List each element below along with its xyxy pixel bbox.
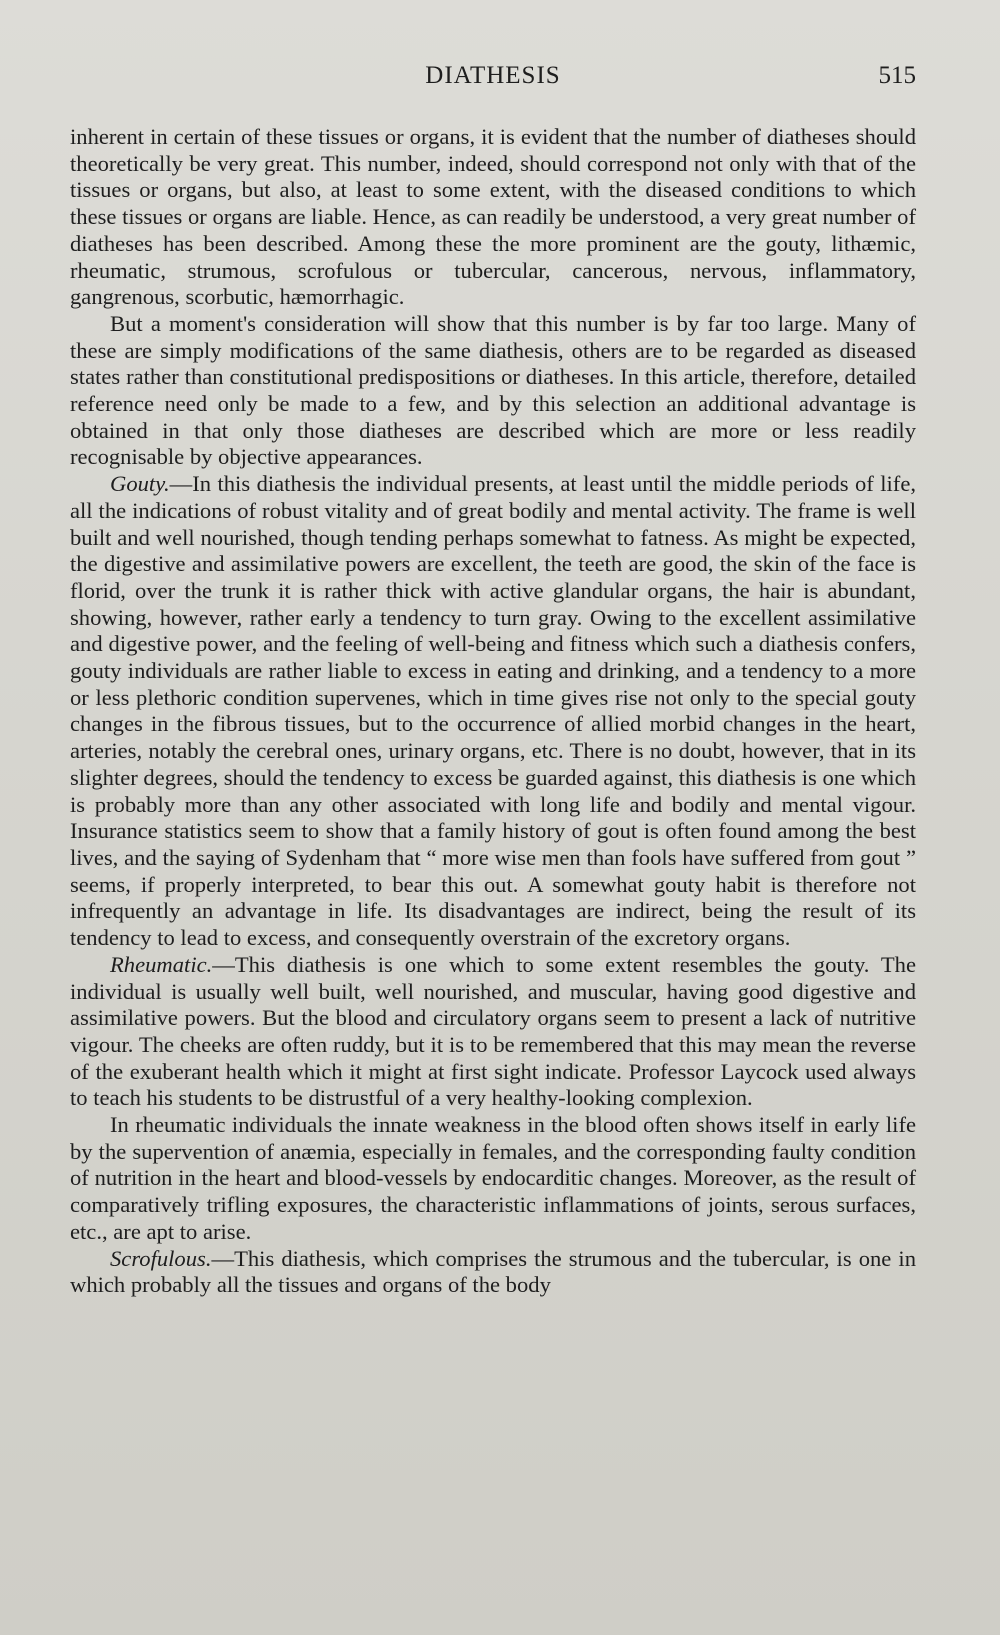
running-head [70,62,916,102]
section-heading-scrofulous: Scrofulous. [110,1245,212,1271]
paragraph-gouty [70,471,916,952]
paragraph-rheumatic [70,952,916,1112]
paragraph-consideration [70,311,916,471]
paragraph-text: But a moment's consideration will show that this number is by far too large. Many of these are simply modifications of the same diathesis, others are to be regarded as diseased states rather than constitutional predispositions or diatheses. In this article, therefore, detailed reference need only be made to a few, and by this selection an additional advantage is obtained in that only those diatheses are described which are more or less readily recognisable by objective appearances. [70,310,916,470]
paragraph-text: —This diathesis, which comprises the strumous and the tubercular, is one in which probably all the tissues and organs of the body [70,1245,916,1298]
section-heading-gouty: Gouty. [110,471,170,497]
section-heading-rheumatic: Rheumatic. [110,951,213,977]
paragraph-text: In rheumatic individuals the innate weakness in the blood often shows itself in early life by the supervention of anæmia, especially in females, and the corresponding faulty condition of nutrition in the heart and blood-vessels by endocarditic changes. Moreover, as the result of comparatively trifling exposures, the characteristic inflammations of joints, serous surfaces, etc., are apt to arise. [70,1112,916,1244]
paragraph-rheumatic-individuals [70,1112,916,1246]
paragraph-scrofulous [70,1246,916,1299]
page-number: 515 [878,62,916,89]
paragraph-text: —This diathesis is one which to some extent resembles the gouty. The individual is usually well built, well nourished, and muscular, having good digestive and assimilative powers. But the blood and circulatory organs seem to present a lack of nutritive vigour. The cheeks are often ruddy, but it is to be remembered that this may mean the reverse of the exuberant health which it might at first sight indicate. Professor Laycock used always to teach his students to be distrustful of a very healthy-looking complexion. [70,951,916,1111]
running-title: DIATHESIS [425,62,561,89]
paragraph-continuation [70,124,916,311]
body-text [70,124,916,1299]
paragraph-text: inherent in certain of these tissues or organs, it is evident that the number of diatheses should theoretically be very great. This number, indeed, should correspond not only with that of the tissues or organs, but also, at least to some extent, with the diseased conditions to which these tissues or organs are liable. Hence, as can readily be understood, a very great number of diatheses has been described. Among these the more prominent are the gouty, lithæmic, rheumatic, strumous, scrofulous or tubercular, cancerous, nervous, inflammatory, gangrenous, scorbutic, hæmorrhagic. [70,124,916,310]
paragraph-text: —In this diathesis the individual presents, at least until the middle periods of life, all the indications of robust vitality and of great bodily and mental activity. The frame is well built and well nourished, though tending perhaps somewhat to fatness. As might be expected, the digestive and assimilative powers are excellent, the teeth are good, the skin of the face is florid, over the trunk it is rather thick with active glandular organs, the hair is abundant, showing, however, rather early a tendency to turn gray. Owing to the excellent assimilative and digestive power, and the feeling of well-being and fitness which such a diathesis confers, gouty individuals are rather liable to excess in eating and drinking, and a tendency to a more or less plethoric condition supervenes, which in time gives rise not only to the special gouty changes in the fibrous tissues, but to the occurrence of allied morbid changes in the heart, arteries, notably the cerebral ones, urinary organs, etc. There is no doubt, however, that in its slighter degrees, should the tendency to excess be guarded against, this diathesis is one which is probably more than any other associated with long life and bodily and mental vigour. Insurance statistics seem to show that a family history of gout is often found among the best lives, and the saying of Sydenham that “ more wise men than fools have suffered from gout ” seems, if properly interpreted, to bear this out. A somewhat gouty habit is therefore not infrequently an advantage in life. Its disadvantages are indirect, being the result of its tendency to lead to excess, and consequently overstrain of the excretory organs. [70,471,916,951]
